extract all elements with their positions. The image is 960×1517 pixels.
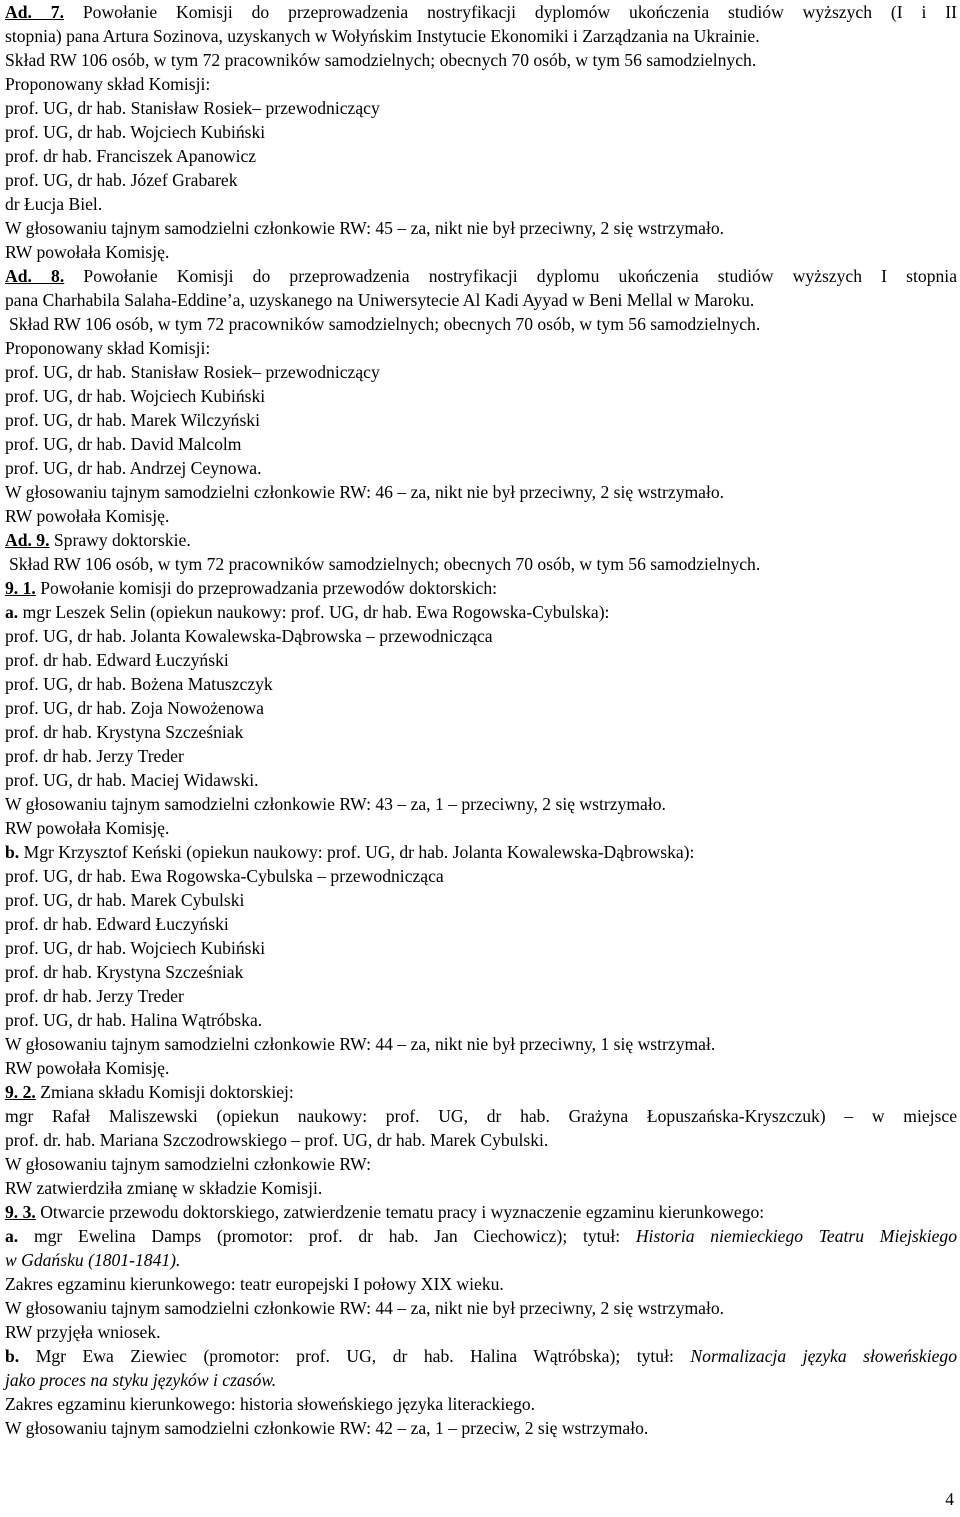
s91b-label: b. xyxy=(5,842,20,862)
ad7-member: prof. dr hab. Franciszek Apanowicz xyxy=(5,146,257,166)
s92-result: RW zatwierdziła zmianę w składzie Komisji. xyxy=(5,1178,323,1198)
ad7-member: dr Łucja Biel. xyxy=(5,194,103,214)
s91a-member: prof. UG, dr hab. Jolanta Kowalewska-Dąbrowska – przewodnicząca xyxy=(5,626,493,646)
s91b-member: prof. dr hab. Jerzy Treder xyxy=(5,986,184,1006)
s91a-result: RW powołała Komisję. xyxy=(5,818,170,838)
s91a-member: prof. UG, dr hab. Bożena Matuszczyk xyxy=(5,674,273,694)
s91b-member: prof. UG, dr hab. Marek Cybulski xyxy=(5,890,245,910)
s91-label: 9. 1. xyxy=(5,578,36,598)
ad8-result: RW powołała Komisję. xyxy=(5,506,170,526)
s92-vote: W głosowaniu tajnym samodzielni członkowie RW: xyxy=(5,1154,371,1174)
ad9-composition: Skład RW 106 osób, w tym 72 pracowników samodzielnych; obecnych 70 osób, w tym 56 samodzielnych. xyxy=(9,554,761,574)
s91a-member: prof. UG, dr hab. Maciej Widawski. xyxy=(5,770,259,790)
ad8-title-line2: pana Charhabila Salaha-Eddine’a, uzyskanego na Uniwersytecie Al Kadi Ayyad w Beni Mellal w Maroku. xyxy=(5,290,755,310)
s91b-member: prof. UG, dr hab. Wojciech Kubiński xyxy=(5,938,266,958)
s92-label: 9. 2. xyxy=(5,1082,36,1102)
ad8-vote: W głosowaniu tajnym samodzielni członkowie RW: 46 – za, nikt nie był przeciwny, 2 się wstrzymało. xyxy=(5,482,725,502)
ad7-label: Ad. 7. xyxy=(5,2,64,22)
s91a-member: prof. UG, dr hab. Zoja Nowożenowa xyxy=(5,698,264,718)
ad7-composition: Skład RW 106 osób, w tym 72 pracowników samodzielnych; obecnych 70 osób, w tym 56 samodzielnych. xyxy=(5,50,757,70)
s93a-line1 xyxy=(5,1224,957,1248)
s93a-text: mgr Ewelina Damps (promotor: prof. dr hab. Jan Ciechowicz); tytuł: xyxy=(33,1226,621,1246)
s93-label: 9. 3. xyxy=(5,1202,36,1222)
ad9-label: Ad. 9. xyxy=(5,530,50,550)
ad8-composition: Skład RW 106 osób, w tym 72 pracowników samodzielnych; obecnych 70 osób, w tym 56 samodzielnych. xyxy=(9,314,761,334)
ad8-label: Ad. 8. xyxy=(5,266,65,286)
s91b-member: prof. UG, dr hab. Halina Wątróbska. xyxy=(5,1010,263,1030)
s93a-vote: W głosowaniu tajnym samodzielni członkowie RW: 44 – za, nikt nie był przeciwny, 2 się wstrzymało. xyxy=(5,1298,725,1318)
s93b-text: Mgr Ewa Ziewiec (promotor: prof. UG, dr hab. Halina Wątróbska); tytuł: xyxy=(35,1346,674,1366)
ad7-proposed: Proponowany skład Komisji: xyxy=(5,74,211,94)
ad8-title-text: Powołanie Komisji do przeprowadzenia nostryfikacji dyplomu ukończenia studiów wyższych I stopnia xyxy=(83,266,958,286)
s93b-line1 xyxy=(5,1344,957,1368)
s92-line1: mgr Rafał Maliszewski (opiekun naukowy: prof. UG, dr hab. Grażyna Łopuszańska-Kryszczuk) – w miejsce xyxy=(5,1106,957,1126)
s91b-heading xyxy=(5,840,957,864)
s91a-heading xyxy=(5,600,957,624)
s93b-vote: W głosowaniu tajnym samodzielni członkowie RW: 42 – za, 1 – przeciw, 2 się wstrzymało. xyxy=(5,1418,649,1438)
ad7-member: prof. UG, dr hab. Józef Grabarek xyxy=(5,170,238,190)
s93a-work-title: Historia niemieckiego Teatru Miejskiego xyxy=(635,1226,957,1246)
ad8-member: prof. UG, dr hab. David Malcolm xyxy=(5,434,242,454)
ad8-proposed: Proponowany skład Komisji: xyxy=(5,338,211,358)
ad7-title-line1 xyxy=(5,0,957,24)
s91b-result: RW powołała Komisję. xyxy=(5,1058,170,1078)
s91-heading xyxy=(5,576,957,600)
s93a-work-title-cont: w Gdańsku (1801-1841). xyxy=(5,1250,181,1270)
s91b-member: prof. dr hab. Edward Łuczyński xyxy=(5,914,229,934)
s92-heading xyxy=(5,1080,957,1104)
ad8-member: prof. UG, dr hab. Wojciech Kubiński xyxy=(5,386,266,406)
page-content xyxy=(5,0,957,1440)
s93a-label: a. xyxy=(5,1226,19,1246)
ad8-member: prof. UG, dr hab. Andrzej Ceynowa. xyxy=(5,458,262,478)
s93-heading xyxy=(5,1200,957,1224)
ad8-member: prof. UG, dr hab. Stanisław Rosiek– przewodniczący xyxy=(5,362,380,382)
s93-title: Otwarcie przewodu doktorskiego, zatwierdzenie tematu pracy i wyznaczenie egzaminu kierunkowego: xyxy=(40,1202,765,1222)
s92-title: Zmiana składu Komisji doktorskiej: xyxy=(40,1082,294,1102)
ad9-heading xyxy=(5,528,957,552)
ad7-title-text: Powołanie Komisji do przeprowadzenia nostryfikacji dyplomów ukończenia studiów wyższych (I i II xyxy=(82,2,957,22)
ad7-member: prof. UG, dr hab. Wojciech Kubiński xyxy=(5,122,266,142)
s93b-exam: Zakres egzaminu kierunkowego: historia słoweńskiego języka literackiego. xyxy=(5,1394,536,1414)
ad8-title-line1 xyxy=(5,264,957,288)
s93b-work-title-cont: jako proces na styku języków i czasów. xyxy=(5,1370,277,1390)
s93b-work-title: Normalizacja języka słoweńskiego xyxy=(690,1346,957,1366)
s91b-text: Mgr Krzysztof Keński (opiekun naukowy: prof. UG, dr hab. Jolanta Kowalewska-Dąbrowska): xyxy=(23,842,695,862)
s91a-member: prof. dr hab. Edward Łuczyński xyxy=(5,650,229,670)
ad7-vote: W głosowaniu tajnym samodzielni członkowie RW: 45 – za, nikt nie był przeciwny, 2 się wstrzymało. xyxy=(5,218,725,238)
s92-line2: prof. dr. hab. Mariana Szczodrowskiego – prof. UG, dr hab. Marek Cybulski. xyxy=(5,1130,549,1150)
s91b-vote: W głosowaniu tajnym samodzielni członkowie RW: 44 – za, nikt nie był przeciwny, 1 się wstrzymał. xyxy=(5,1034,716,1054)
s91b-member: prof. UG, dr hab. Ewa Rogowska-Cybulska – przewodnicząca xyxy=(5,866,444,886)
ad8-member: prof. UG, dr hab. Marek Wilczyński xyxy=(5,410,260,430)
s91a-label: a. xyxy=(5,602,19,622)
s91a-member: prof. dr hab. Krystyna Szcześniak xyxy=(5,722,244,742)
s91-title: Powołanie komisji do przeprowadzania przewodów doktorskich: xyxy=(40,578,498,598)
s91a-vote: W głosowaniu tajnym samodzielni członkowie RW: 43 – za, 1 – przeciwny, 2 się wstrzymało. xyxy=(5,794,666,814)
s91a-member: prof. dr hab. Jerzy Treder xyxy=(5,746,184,766)
s91a-text: mgr Leszek Selin (opiekun naukowy: prof. UG, dr hab. Ewa Rogowska-Cybulska): xyxy=(22,602,610,622)
s91b-member: prof. dr hab. Krystyna Szcześniak xyxy=(5,962,244,982)
ad7-member: prof. UG, dr hab. Stanisław Rosiek– przewodniczący xyxy=(5,98,380,118)
ad7-result: RW powołała Komisję. xyxy=(5,242,170,262)
s93a-result: RW przyjęła wniosek. xyxy=(5,1322,161,1342)
ad7-title-line2: stopnia) pana Artura Sozinova, uzyskanych w Wołyńskim Instytucie Ekonomiki i Zarządzania na Ukrainie. xyxy=(5,26,760,46)
ad9-title: Sprawy doktorskie. xyxy=(53,530,191,550)
s93b-label: b. xyxy=(5,1346,20,1366)
s93a-exam: Zakres egzaminu kierunkowego: teatr europejski I połowy XIX wieku. xyxy=(5,1274,504,1294)
page-number: 4 xyxy=(945,1489,954,1509)
